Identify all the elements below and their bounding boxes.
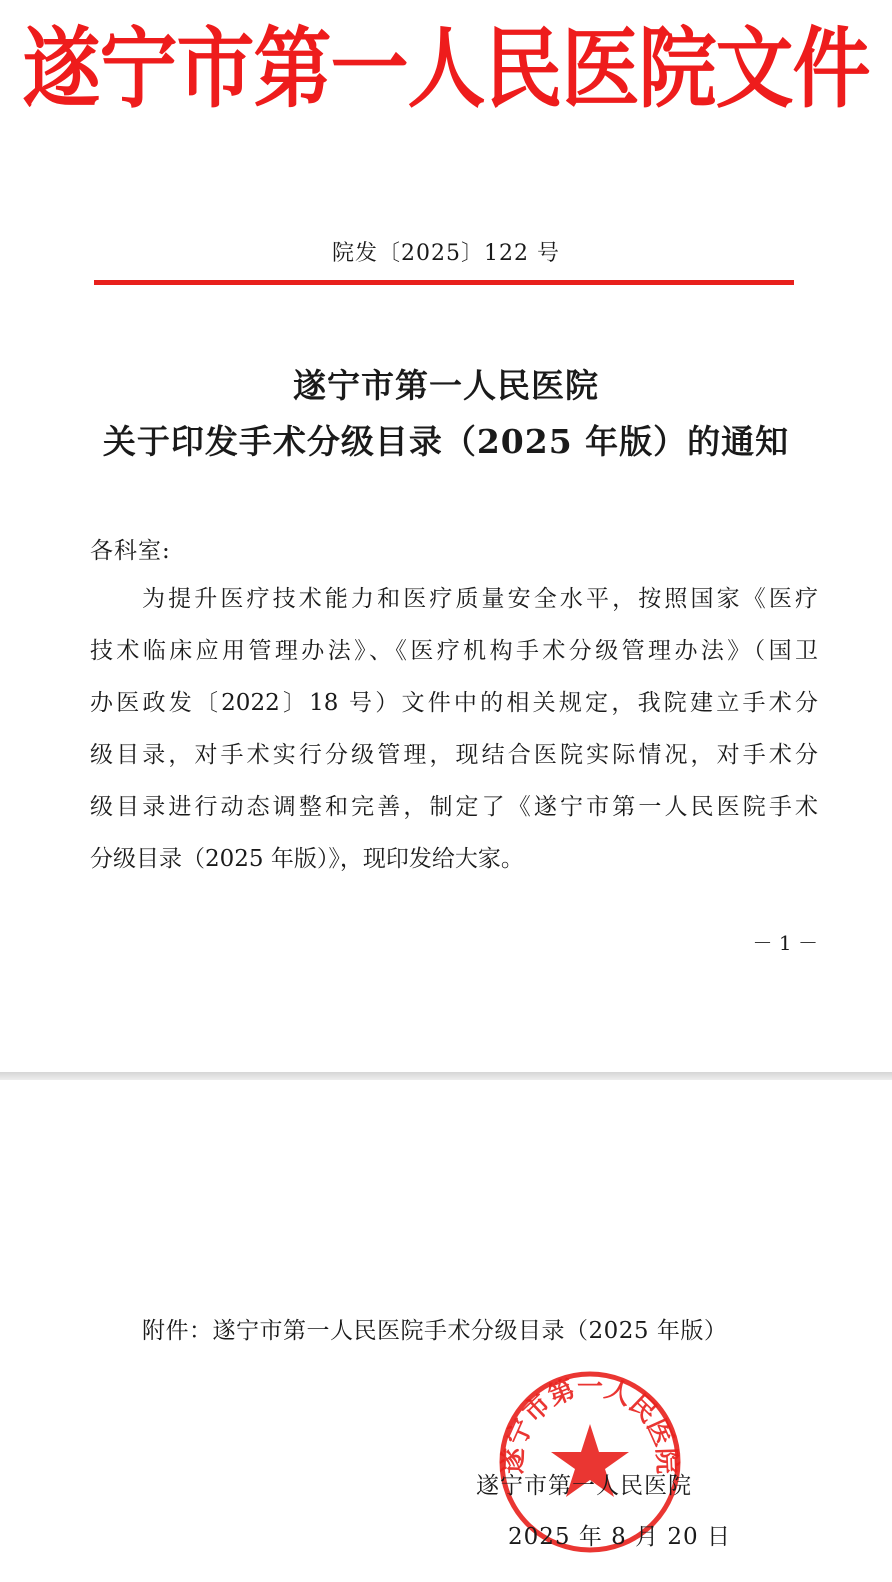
body-paragraph-line: 技术临床应用管理办法》、《医疗机构手术分级管理办法》（国卫 <box>90 638 818 664</box>
signature-organization: 遂宁市第一人民医院 <box>476 1473 692 1499</box>
body-paragraph-line: 办医政发〔2022〕18 号）文件中的相关规定，我院建立手术分 <box>90 690 818 716</box>
red-divider <box>94 280 794 285</box>
salutation: 各科室: <box>90 538 171 564</box>
seal-text: 遂宁市第一人民医院 <box>498 1372 682 1475</box>
document-red-header: 遂宁市第一人民医院文件 <box>22 18 870 121</box>
body-paragraph-line: 分级目录（2025 年版）》，现印发给大家。 <box>90 846 524 872</box>
page-number: － 1 － <box>752 931 818 955</box>
notice-title-line-2: 关于印发手术分级目录（2025 年版）的通知 <box>102 422 790 461</box>
document-page-2 <box>0 1080 892 1582</box>
attachment-line: 附件：遂宁市第一人民医院手术分级目录（2025 年版） <box>142 1318 728 1344</box>
signature-date: 2025 年 8 月 20 日 <box>508 1524 731 1550</box>
page-separator <box>0 1072 892 1080</box>
body-paragraph-line: 级目录，对手术实行分级管理，现结合医院实际情况，对手术分 <box>90 742 818 768</box>
document-number: 院发〔2025〕122 号 <box>332 241 560 266</box>
notice-title-line-1: 遂宁市第一人民医院 <box>293 366 599 405</box>
body-paragraph-line: 为提升医疗技术能力和医疗质量安全水平，按照国家《医疗 <box>142 586 818 612</box>
body-paragraph-line: 级目录进行动态调整和完善，制定了《遂宁市第一人民医院手术 <box>90 794 818 820</box>
